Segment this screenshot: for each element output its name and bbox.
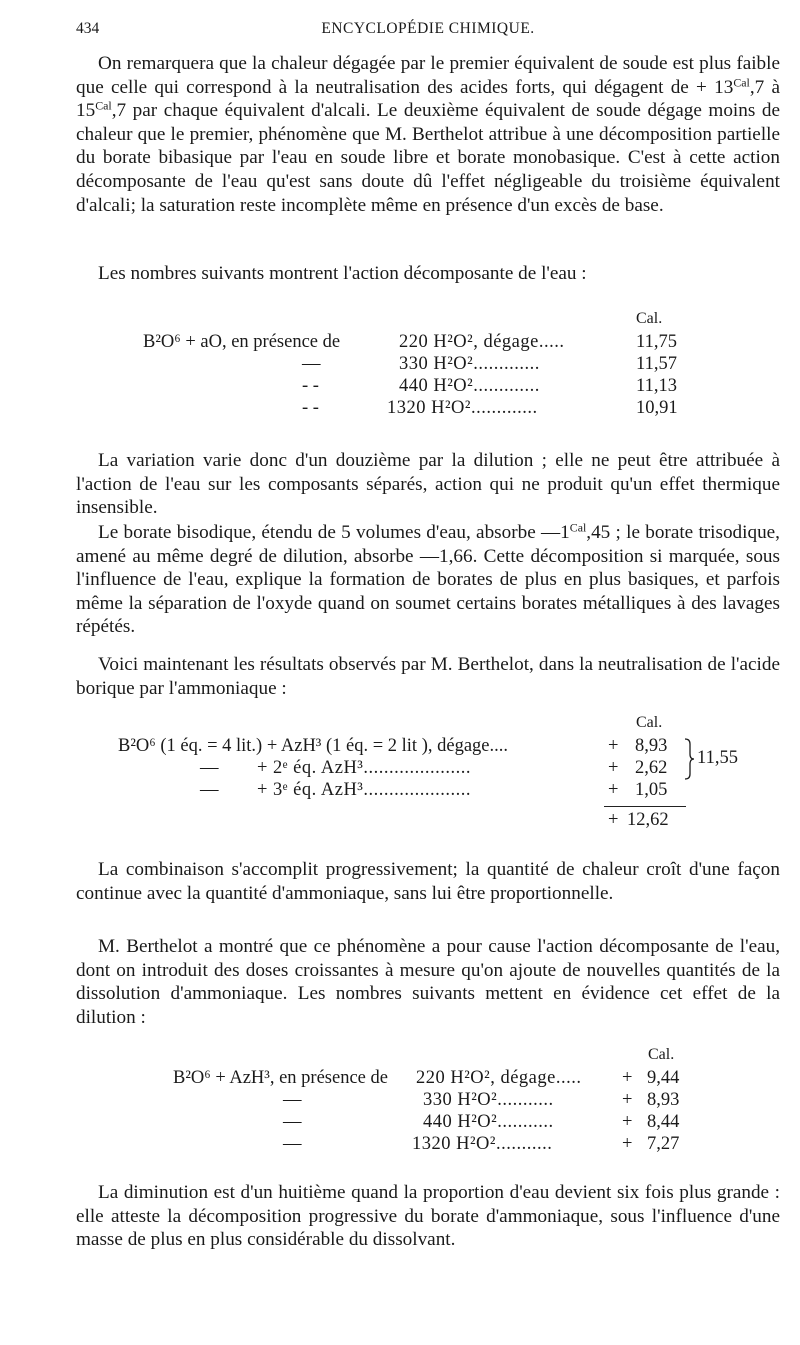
table3-row1-value: 9,44 (647, 1068, 680, 1088)
table2-row3-value: 1,05 (635, 780, 668, 800)
p4-text-b: ,45 ; le borate trisodique, amené au même degré de dilution, absorbe —1,66. Cette décomposition si marquée, sous l'influence de l'eau, explique la formation de borates de plus en plus basiques, et parfois même la séparation de l'oxyde quand on soumet certains borates métalliques à des lavages répétés. (76, 522, 780, 638)
p4-sup-cal: Cal (569, 520, 587, 535)
table3-row3-lead: — (283, 1112, 302, 1132)
p1-text-c: ,7 par chaque équivalent d'alcali. Le deuxième équivalent de soude dégage moins de chaleur que le premier, phénomène que M. Berthelot attribue à une décomposition partielle du borate bibasique par l'eau en soude libre et borate monobasique. C'est à cette action décomposante de l'eau qu'est sans doute dû l'effet négligeable du troisième équivalent d'alcali; la saturation reste incomplète même en présence d'un excès de base. (76, 100, 780, 216)
table3-row2-value: 8,93 (647, 1090, 680, 1110)
table2-row3-lead: — (200, 780, 219, 800)
table1-row4-lead: - - (302, 398, 319, 418)
paragraph-intro-table1: Les nombres suivants montrent l'action décomposante de l'eau : (98, 263, 587, 284)
header-title: ENCYCLOPÉDIE CHIMIQUE. (321, 20, 535, 37)
table3-row1-sign: + (622, 1068, 633, 1088)
table3-row4-lead: — (283, 1134, 302, 1154)
table3-row4-value: 7,27 (647, 1134, 680, 1154)
table2-total-value: 12,62 (627, 810, 669, 830)
table1-row3-water: 440 H²O²............. (399, 376, 540, 396)
table2-unit: Cal. (636, 714, 663, 731)
table2-row1-lead: B²O⁶ (1 éq. = 4 lit.) + AzH³ (1 éq. = 2 lit ), dégage.... (118, 736, 508, 756)
table1-row3-value: 11,13 (636, 376, 677, 396)
p4-text-a: Le borate bisodique, étendu de 5 volumes d'eau, absorbe —1 (98, 522, 570, 543)
table3-row2-water: 330 H²O²........... (423, 1090, 554, 1110)
table1-row2-lead: — (302, 354, 321, 374)
table1-row1-lead: B²O⁶ + aO, en présence de (143, 332, 341, 352)
table3-row4-water: 1320 H²O²........... (412, 1134, 553, 1154)
p1-sup-cal-1: Cal (733, 75, 750, 90)
table1-row4-water: 1320 H²O²............. (387, 398, 538, 418)
paragraph-intro-table2: Voici maintenant les résultats observés par M. Berthelot, dans la neutralisation de l'acide borique par l'ammoniaque : (76, 654, 780, 699)
table1-row3-lead: - - (302, 376, 319, 396)
table3-row1-water: 220 H²O², dégage..... (416, 1068, 582, 1088)
table2-row2-lead: — (200, 758, 219, 778)
p1-sup-cal-2: Cal (95, 98, 112, 113)
paragraph-diminution: La diminution est d'un huitième quand la proportion d'eau devient six fois plus grande : elle atteste la décomposition progressive du borate d'ammoniaque, sous l'influence d'une masse de plus en plus considérable du dissolvant. (76, 1182, 780, 1251)
table1-row1-water: 220 H²O², dégage..... (399, 332, 565, 352)
table1-row2-water: 330 H²O²............. (399, 354, 540, 374)
table3-row4-sign: + (622, 1134, 633, 1154)
table1-row1-value: 11,75 (636, 332, 677, 352)
table2-row1-value: 8,93 (635, 736, 668, 756)
p1-text-a: On remarquera que la chaleur dégagée par le premier équivalent de soude est plus faible que celle qui correspond à la neutralisation des acides forts, qui dégagent de + 13 (76, 53, 780, 98)
table1-row4-value: 10,91 (636, 398, 678, 418)
table2-row2-sign: + (608, 758, 619, 778)
table2-row3-mid: + 3ᵉ éq. AzH³..................... (257, 780, 471, 800)
paragraph-neutralisation-soude (76, 52, 780, 217)
table3-row2-lead: — (283, 1090, 302, 1110)
table1-row2-value: 11,57 (636, 354, 677, 374)
table3-row1-lead: B²O⁶ + AzH³, en présence de (173, 1068, 388, 1088)
table2-row1-sign: + (608, 736, 619, 756)
table2-row2-mid: + 2ᵉ éq. AzH³..................... (257, 758, 471, 778)
p1-text-b: ,7 à 15 (76, 76, 780, 122)
table3-row3-sign: + (622, 1112, 633, 1132)
paragraph-variation-dilution: La variation varie donc d'un douzième par la dilution ; elle ne peut être attribuée à l'action de l'eau sur les composants séparés, action qui ne produit qu'un effet thermique insensible. (76, 450, 780, 519)
table3-row3-water: 440 H²O²........... (423, 1112, 554, 1132)
table3-unit: Cal. (648, 1046, 675, 1063)
paragraph-combinaison: La combinaison s'accomplit progressivement; la quantité de chaleur croît d'une façon continue avec la quantité d'ammoniaque, sans lui être proportionnelle. (76, 859, 780, 904)
table3-row2-sign: + (622, 1090, 633, 1110)
paragraph-berthelot-dilution: M. Berthelot a montré que ce phénomène a pour cause l'action décomposante de l'eau, dont on introduit des doses croissantes à mesure qu'on ajoute de nouvelles quantités de la dissolution d'ammoniaque. Les nombres suivants mettent en évidence cet effet de la dilution : (76, 936, 780, 1028)
page-number: 434 (76, 20, 100, 37)
table3-row3-value: 8,44 (647, 1112, 680, 1132)
table2-row2-value: 2,62 (635, 758, 668, 778)
table2-row3-sign: + (608, 780, 619, 800)
paragraph-borate-bisodique (76, 521, 780, 639)
sum-rule-divider (604, 806, 686, 807)
table2-total-sign: + (608, 810, 619, 830)
curly-brace-icon (683, 738, 695, 780)
running-head (76, 20, 780, 42)
table2-brace-total: 11,55 (697, 748, 738, 768)
table1-unit: Cal. (636, 310, 663, 327)
